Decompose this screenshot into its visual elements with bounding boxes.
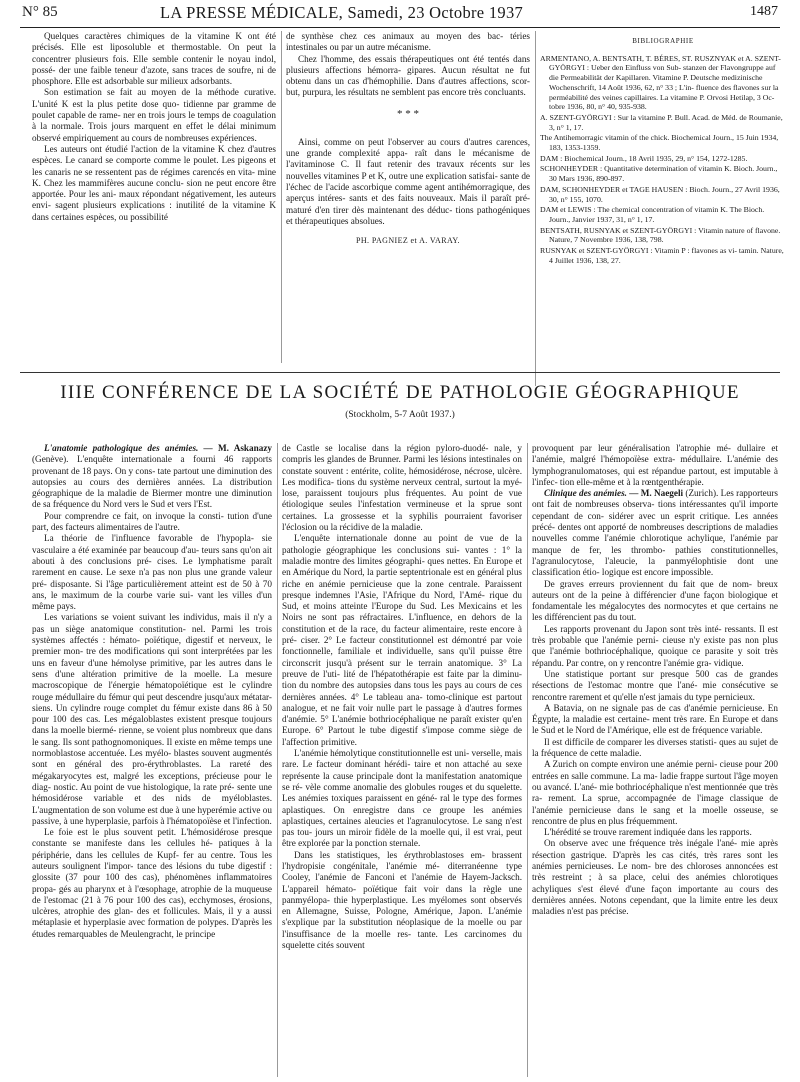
- paragraph: Les rapports provenant du Japon sont très inté- ressants. Il est très probable que l'anémie perni- cieuse n'y existe pas non plus que l'anémie bothriocéphalique, quoique ce parasite y soit très répandu. Par contre, on y rencontre l'anémie gra- vidique.: [532, 623, 778, 668]
- bibliography: [540, 31, 786, 386]
- paragraph: de Castle se localise dans la région pyloro-duodé- nale, y compris les glandes de Brunner. Parmi les lésions intestinales on constate souvent : entérite, colite, hémosidérose, nécrose, ulcère. Les modifica- tions du système nerveux central, surtout la myé- lose, paraissent toujours plus fréquentes. Au point de vue étiologique seules l'infestation vermineuse et la sprue sont certaines. La grossesse et la syphilis pourraient favoriser l'éclosion ou la récidive de la maladie.: [282, 443, 522, 533]
- bottom-column-2: [282, 443, 522, 1077]
- paragraph: On observe avec une fréquence très inégale l'ané- mie après résection gastrique. D'après les cas cités, très rares sont les anémies pernicieuses. Le nom- bre des chloroses annoncées est très restreint ; à sa place, celui des anémies chlorotiques achyliques s'est élevé d'une façon importante au cours des dernières années. Notons cependant, que la limite entre les deux maladies n'est pas précise.: [532, 838, 778, 917]
- paragraph: L'hérédité se trouve rarement indiquée dans les rapports.: [544, 827, 752, 838]
- conference-title: IIIE CONFÉRENCE DE LA SOCIÉTÉ DE PATHOLOGIE GÉOGRAPHIQUE: [60, 382, 740, 403]
- header-rule: [20, 27, 780, 28]
- paragraph: Chez l'homme, des essais thérapeutiques ont été tentés dans plusieurs affections hémorra- gipares. Aucun résultat ne fut obtenu dans un cas d'hémophilie. Dans d'autres affections, scor- but, purpura, les résultats ne semblent pas encore très concluants.: [286, 53, 530, 98]
- reference: DAM, SCHONHEYDER et TAGE HAUSEN : Bioch. Journ., 27 Avril 1936, 30, n° 155, 1070.: [540, 184, 780, 204]
- paragraph: L'enquête internationale donne au point de vue de la pathologie géographique les conclusions sui- vantes : 1° la maladie montre des limites géographi- ques nettes. En Europe et en Amérique du Nord, la partie septentrionale est en général plus riche en anémie pernicieuse que la zone centrale. Paraissent presque indemnes l'Asie, l'Afrique du Nord, l'Amé- rique du Sud, et moins atteinte l'Europe du Sud. Les Mexicains et les Noirs ne sont pas réfractaires. L'influence, en dehors de la constitution et de la race, du facteur alimentaire, reste encore à pré- ciser. 2° Le facteur constitutionnel est démontré par voie fonctionnelle, familiale et individuelle, sans qu'il puisse être circonscrit jusqu'à présent sur le terrain anatomique. 3° La preuve de l'uti- lité de l'hépatothérapie est faite par la diminu- tion du nombre des autopsies dans tous les pays au cours de ces dernières années. 4° Le tableau ana- tomo-clinique est partout analogue, et ne fait voir nulle part le passage à d'autres formes d'anémie. 5° L'anémie bothriocéphalique ne paraît exister qu'en Europe. 6° Partout le tube digestif s'impose comme siège de l'affection primitive.: [282, 533, 522, 747]
- paragraph: Quelques caractères chimiques de la vitamine K ont été précisés. Elle est liposoluble et thermostable. On peut la concentrer plusieurs fois. Elle semble contenir le noyau indol, possé- der une faible teneur d'azote, sans traces de soufre, ni de phosphore. Elle est adsorbable sur milieux adsorbants.: [32, 31, 276, 87]
- conference-subtitle: (Stockholm, 5-7 Août 1937.): [345, 410, 455, 420]
- reference: ARMENTANO, A. BENTSATH, T. BÉRES, ST. RUSZNYAK et A. SZENT-GYÖRGYI : Ueber den Einfluss von Sub- stanzen der Flavongruppe auf die Permeabilität der Kapillaren. Vitamine P. Deutsche medizinische Wochenschrift, 14 Août 1936, 62, n° 33 ; L'in- fluence des flavones sur la perméabilité des veines capillaires. La vitamine P. Orvosi Hetilap, 3 Oc- tobre 1936, 80, n° 40, 935-938.: [540, 53, 781, 112]
- paragraph: Son estimation se fait au moyen de la méthode curative. L'unité K est la plus petite dose quo- tidienne par gramme de poulet capable de rame- ner en trois jours le temps de coagulation à la normale. Trois jours marquent en effet le délai minimum observé empiriquement au cours de nombreuses expériences.: [32, 87, 276, 143]
- top-column-2: [286, 31, 530, 363]
- column-divider: [281, 31, 282, 363]
- bottom-column-3: [532, 443, 778, 1077]
- paragraph: La théorie de l'influence favorable de l'hypopla- sie vasculaire a été examinée par beaucoup d'au- teurs sans qu'on ait abouti à des conclusions pré- cises. Le lymphatisme paraît rarement en cause. Le sexe n'a pas non plus une grande valeur pré- disposante. Si l'âge particulièrement atteint est de 50 à 70 ans, le maximum de la courbe varie sui- vant les villes d'un même pays.: [32, 533, 272, 612]
- paragraph: Pour comprendre ce fait, on invoque la consti- tution d'une part, des facteurs alimentaires de l'autre.: [32, 510, 272, 533]
- reference: A. SZENT-GYÖRGYI : Sur la vitamine P. Bull. Acad. de Méd. de Roumanie, 3, n° 1, 17.: [540, 112, 783, 132]
- section-rule: [20, 372, 780, 373]
- bibliography-title: BIBLIOGRAPHIE: [632, 37, 694, 45]
- paragraph: [32, 443, 272, 511]
- reference: BENTSATH, RUSNYAK et SZENT-GYÖRGYI : Vitamin nature of flavone. Nature, 7 Novembre 1936, 138, 798.: [540, 225, 781, 245]
- paragraph: A Zurich on compte environ une anémie perni- cieuse pour 200 entrées en salle commune. La ma- ladie frappe surtout l'âge moyen ou avancé. L'ané- mie bothriocéphalique n'est mentionnée que très ra- rement. La sprue, accompagnée de l'image classique de l'anémie pernicieuse dans le sang et la moelle osseuse, se rencontre de plus en plus fréquemment.: [532, 759, 778, 826]
- reference: RUSNYAK et SZENT-GYÖRGYI : Vitamin P : flavones as vi- tamin. Nature, 4 Juillet 1936, 138, 27.: [540, 246, 784, 265]
- section-heading: Clinique des anémies. —: [544, 488, 639, 499]
- reference: DAM et LEWIS : The chemical concentration of vitamin K. The Bioch. Journ., Janvier 1937, 31, n° 1, 17.: [540, 205, 765, 224]
- paragraph: Ainsi, comme on peut l'observer au cours d'autres carences, une grande complexité appa- raît dans le mécanisme de l'avitaminose C. Il faut retenir des travaux récents sur les nouvelles vitamines P et K, outre une explication satisfai- sante de l'échec de l'acide ascorbique comme agent antihémorragique, des aperçus intéres- sants et des faits nouveaux. Mais il paraît pré- maturé d'en tirer dès maintenant des déduc- tions pathogéniques et thérapeutiques absolues.: [286, 136, 530, 226]
- column-divider: [535, 31, 536, 386]
- paragraph: Les variations se voient suivant les individus, mais il n'y a pas un siège anatomique constitution- nel. Parmi les trois systèmes affectés : hémato- poïétique, digestif et nerveux, le premier mon- tre des modifications qui sont interprétées par les uns en faveur d'une hémolyse primitive, par les autres dans le sens d'une altération primitive de la moelle. La mesure macroscopique de l'énergie hématopoïétique est le cylindre rouge médullaire du fémur qui peut descendre jusqu'aux métatar- siens. Un cylindre rouge complet du fémur existe dans 86 à 50 pour 100 des cas. Les mégaloblastes existent presque toujours dans la moelle biermé- rienne, se voient plus nombreux que dans le sang. Ils sont pathognomoniques. Il existe en même temps une normoblastose accentuée. Les myélo- blastes souvent augmentés sont en général des pro-érythroblastes. La rareté des mégakaryocytes est, malgré les exceptions, précieuse pour le diag- nostic. Au point de vue histologique, la rate pré- sente une hémosidérose variable et des nids de myéloblastes. L'augmentation de son volume est due à une hyperémie active ou passive, à une hyperplasie, parfois à l'hématopoïèse et l'infection.: [32, 612, 272, 826]
- column-divider: [527, 443, 528, 1077]
- paragraph: de synthèse chez ces animaux au moyen des bac- téries intestinales ou par un autre mécanisme.: [286, 31, 530, 53]
- paragraph: Les auteurs ont étudié l'action de la vitamine K chez d'autres espèces. Le canard se comporte comme le poulet. Les pigeons et les canaris ne se ressentent pas de régimes carencés en vita- mine K. Chez les mammifères aucune conclu- sion ne peut encore être apportée. Pour les ani- maux répondant négativement, les auteurs envi- sagent plusieurs explications : inutilité de la vitamine K dans certaines espèces, ou possibilité: [32, 143, 276, 222]
- paragraph: Une statistique portant sur presque 500 cas de grandes résections de l'estomac montre que l'ané- mie consécutive se rencontre rarement et qu'elle n'est jamais du type pernicieux.: [532, 668, 778, 702]
- paragraph: Il est difficile de comparer les diverses statisti- ques au sujet de la fréquence de cette maladie.: [532, 736, 778, 759]
- paragraph: De graves erreurs proviennent du fait que de nom- breux auteurs ont de la peine à différencier d'une façon biologique et fondamentale les mégalocytes des normocytes et que certains ne les différencient pas du tout.: [532, 578, 778, 623]
- section-stars: * * *: [397, 107, 419, 120]
- paragraph-text: (Zurich). Les rapporteurs ont fait de nombreuses observa- tions intéressantes qu'il importe cependant de con- sidérer avec un esprit critique. Les années précé- dentes ont apporté de nombreuses descriptions de maladies nouvelles comme l'anémie chlorotique achylique, l'anémie par manque de fer, les thrombo- pathies constitutionnelles, l'agranulocytose, l'aleucie, la panmyélophtisie dont une classification étio- logique est encore impossible.: [532, 488, 778, 578]
- paragraph: provoquent par leur généralisation l'atrophie mé- dullaire et l'anémie, malgré l'hémopoïèse extra- médullaire. L'anémie des lymphogranulomatoses, qui est répandue partout, est imputable à l'infec- tion elle-même et à la rœntgenthérapie.: [532, 443, 778, 487]
- page-number: 1487: [750, 4, 778, 19]
- paragraph: [532, 488, 778, 578]
- paragraph-text: (Genève). L'enquête internationale a fourni 46 rapports provenant de 18 pays. On y cons- tate partout une diminution des autopsies au cours des dernières années. La distribution géographique de la maladie de Biermer montre une diminution de sa fréquence du Nord vers le Sud et vers l'Est.: [32, 454, 272, 510]
- author-name: M. Askanazy: [218, 443, 272, 453]
- issue-number: N° 85: [22, 4, 58, 20]
- reference: SCHONHEYDER : Quantitative determination of vitamin K. Bioch. Journ., 30 Mars 1936, 890-897.: [540, 164, 778, 184]
- paragraph: A Batavia, on ne signale pas de cas d'anémie pernicieuse. En Égypte, la maladie est certaine- ment très rare. En Europe et dans le Sud et le Nord de l'Amérique, elle est de fréquence variable.: [532, 702, 778, 736]
- reference: DAM : Biochemical Journ., 18 Avril 1935, 29, n° 154, 1272-1285.: [540, 153, 748, 163]
- article-signature: PH. PAGNIEZ et A. VARAY.: [356, 236, 460, 246]
- paragraph: L'anémie hémolytique constitutionnelle est uni- verselle, mais rare. Le facteur dominant hérédi- taire et non attaché au sexe représente la cause principale dont la manifestation anatomique se ré- vèle comme anomalie des globules rouges et du squelette. Les anémies toxiques paraissent en géné- ral le type des formes aplastiques. On enregistre dans ce groupe les anémies aplastiques, certaines aleucies et l'agranulocytose. Le sang n'est pas tou- jours un miroir fidèle de la moelle qui, il est vrai, peut être explorée par la ponction sternale.: [282, 748, 522, 849]
- bottom-column-1: [32, 443, 272, 1077]
- top-column-1: [32, 31, 276, 363]
- paragraph: Le foie est le plus souvent petit. L'hémosidérose presque constante se manifeste dans les cellules hé- patiques à la périphérie, dans les cellules de Kupf- fer au centre. Tous les auteurs soulignent l'impor- tance des lésions du tube digestif : glossite (37 pour 100 des cas), phénomènes inflammatoires propa- gés au pharynx et à l'œsophage, atrophie de la muqueuse de l'estomac (21 à 76 pour 100 des cas), ecchymoses, érosions, ulcères, atrophie des glan- des et follicules. Mais, il y a aussi métaplasie et hyperplasie avec formation de polypes. D'après les études remarquables de Meulengracht, le principe: [32, 827, 272, 939]
- author-name: M. Naegeli: [640, 488, 684, 499]
- column-divider: [277, 443, 278, 1077]
- section-heading: L'anatomie pathologique des anémies. —: [44, 443, 213, 453]
- page-header: [20, 0, 780, 26]
- reference: The Antihemorragic vitamin of the chick. Biochemical Journ., 15 Juin 1934, 183, 1353-1359.: [540, 133, 779, 153]
- journal-title: LA PRESSE MÉDICALE, Samedi, 23 Octobre 1937: [160, 3, 524, 22]
- paragraph: Dans les statistiques, les érythroblastoses em- brassent l'hydropisie congénitale, l'anémie mé- diterranéenne type Cooley, l'anémie de Fanconi et l'anémie de Hayem-Jacksch. L'appareil hémato- poïétique fait voir dans la règle une panmyélopa- thie hyperplastique. Les myélomes sont observés en Allemagne, Suisse, Pologne, Amérique, Japon. L'anémie s'explique par la substitution néoplasique de la moelle ou par l'insuffisance de la moelle res- tante. Les carcinomes du squelette cités souvent: [282, 849, 522, 951]
